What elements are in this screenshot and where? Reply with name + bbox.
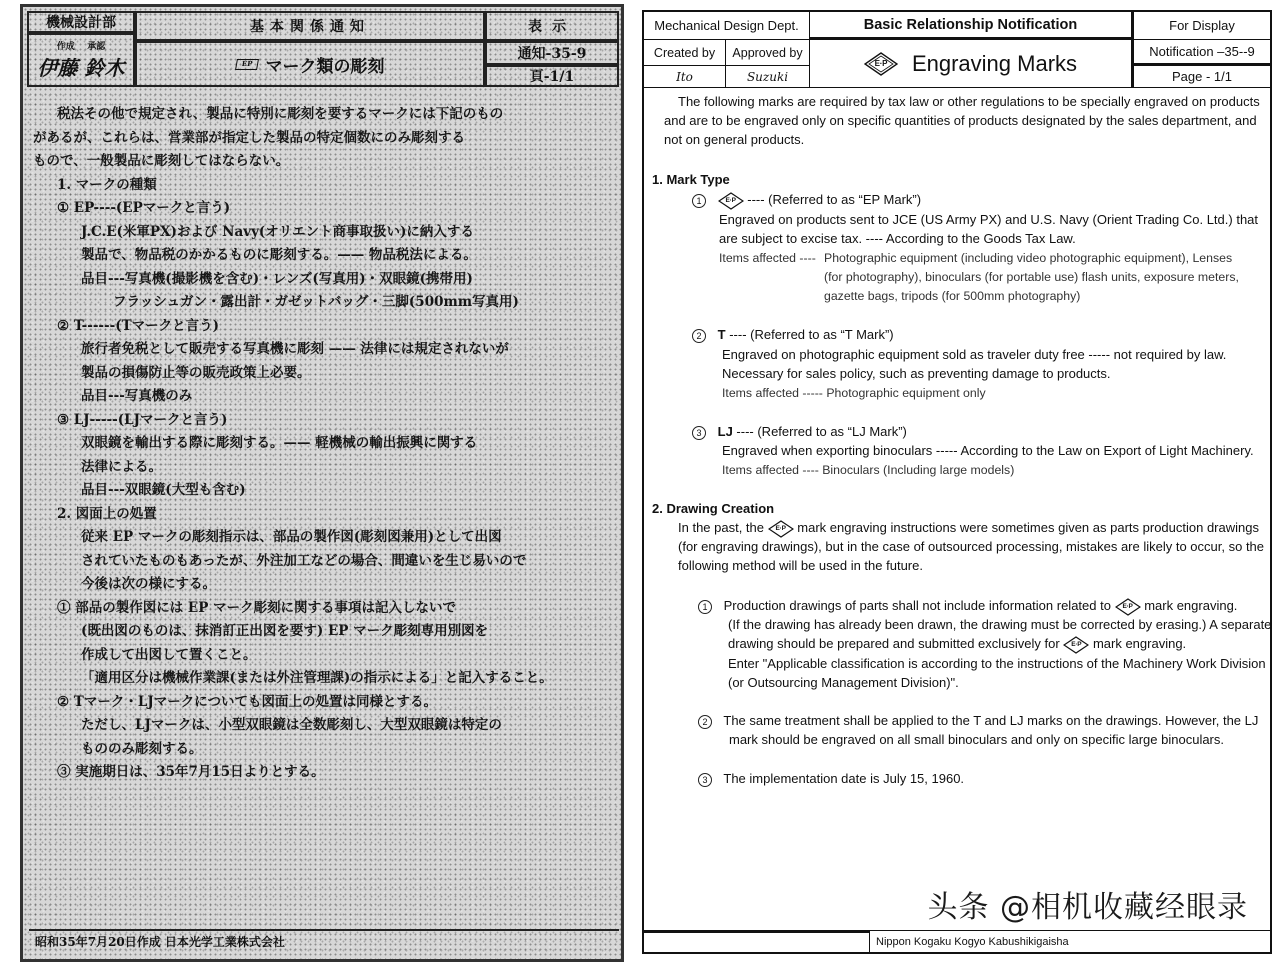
drawing-intro-post: mark engraving instructions were sometimes given as parts production drawings bbox=[797, 520, 1259, 535]
scan-line: 旅行者免税として販売する写真機に彫刻 —— 法律には規定されないが bbox=[81, 341, 509, 357]
scan-sign-labels bbox=[57, 39, 106, 52]
ep-mark-icon bbox=[768, 520, 794, 538]
document-title: Basic Relationship Notification bbox=[863, 16, 1078, 33]
footer-company: Nippon Kogaku Kogyo Kabushikigaisha bbox=[876, 935, 1069, 948]
item-number: 2 bbox=[692, 329, 706, 343]
created-by-signature: Ito bbox=[676, 69, 693, 84]
scan-line: (既出図のものは、抹消訂正出図を要す) EP マーク彫刻専用別図を bbox=[81, 623, 489, 639]
drawing-item-1-text: mark engraving. bbox=[1092, 636, 1187, 651]
item-number: 3 bbox=[698, 773, 712, 787]
ep-mark-label: E·P bbox=[1071, 640, 1082, 648]
scan-line: ② T------(Tマークと言う) bbox=[57, 317, 220, 334]
display-cell bbox=[1134, 12, 1270, 40]
scan-line: 今後は次の様にする。 bbox=[81, 576, 216, 592]
page-number: Page - 1/1 bbox=[1172, 69, 1232, 84]
drawing-item-1-text: mark engraving. bbox=[1144, 598, 1238, 613]
scan-dept: 機械設計部 bbox=[46, 15, 116, 31]
scan-display: 表示 bbox=[528, 19, 576, 35]
approved-by-signature: Suzuki bbox=[746, 69, 789, 84]
scan-line: 1. マークの種類 bbox=[57, 176, 157, 193]
scan-line: 税法その他で規定され、製品に特別に彫刻を要するマークには下記のもの bbox=[57, 106, 504, 122]
item-number: 3 bbox=[692, 426, 706, 440]
approved-by-label: Approved by bbox=[732, 45, 803, 60]
ep-mark-label: E·P bbox=[1122, 602, 1133, 610]
lj-mark-reference: ---- (Referred to as “LJ Mark”) bbox=[736, 424, 907, 439]
scan-signature-cell bbox=[27, 33, 135, 87]
scan-approver: 鈴木 bbox=[84, 56, 125, 80]
drawing-item-1-line: (or Outsourcing Management Division)". bbox=[728, 675, 959, 690]
display-label: For Display bbox=[1169, 18, 1235, 33]
intro-line: The following marks are required by tax law or other regulations to be specially engraved on products bbox=[678, 94, 1260, 109]
intro-line: not on general products. bbox=[664, 132, 805, 147]
scan-line: があるが、これらは、営業部が指定した製品の特定個数にのみ彫刻する bbox=[33, 129, 465, 146]
scan-dept-cell bbox=[27, 11, 135, 33]
drawing-item-1-line bbox=[728, 634, 1186, 654]
lj-mark: LJ bbox=[717, 424, 733, 439]
scan-line: ② Tマーク・LJマークについても図面上の処置は同様とする。 bbox=[57, 693, 437, 710]
scan-line: フラッシュガン・露出計・ガゼットバッグ・三脚(500mm写真用) bbox=[113, 294, 519, 310]
drawing-item-1-text: drawing should be prepared and submitted exclusively for bbox=[728, 636, 1060, 651]
approved-by-cell bbox=[726, 66, 810, 88]
scan-line: 法律による。 bbox=[81, 458, 162, 475]
scan-line: 製品の損傷防止等の販売政策上必要。 bbox=[81, 364, 311, 381]
ep-mark-icon: EP bbox=[235, 59, 259, 70]
drawing-item-1-line: Enter "Applicable classification is according to the instructions of the Machinery Work Division bbox=[728, 656, 1266, 671]
scan-line: もので、一般製品に彫刻してはならない。 bbox=[33, 153, 290, 169]
t-mark-reference: ---- (Referred to as “T Mark”) bbox=[729, 327, 894, 342]
ep-mark-icon bbox=[1115, 598, 1141, 616]
section-heading-mark-type: 1. Mark Type bbox=[652, 172, 730, 187]
scan-line: ① EP----(EPマークと言う) bbox=[57, 200, 231, 216]
lj-items-line: Items affected ---- Binoculars (Including large models) bbox=[722, 463, 1015, 477]
scan-subject: マーク類の彫刻 bbox=[265, 56, 385, 77]
scan-line: 品目---双眼鏡(大型も含む) bbox=[81, 482, 246, 498]
subject-cell bbox=[810, 40, 1134, 88]
scan-subject-cell bbox=[135, 41, 485, 87]
lj-description-line: Engraved when exporting binoculars ----- According to the Law on Export of Light Machinery. bbox=[722, 443, 1254, 458]
ep-mark-icon bbox=[1063, 636, 1089, 654]
scan-line: 従来 EP マークの彫刻指示は、部品の製作図(彫刻図兼用)として出図 bbox=[81, 529, 502, 545]
scan-line: 品目---写真機(撮影機を含む)・レンズ(写真用)・双眼鏡(携帯用) bbox=[81, 270, 473, 287]
scan-line: されていたものもあったが、外注加工などの場合、間違いを生じ易いので bbox=[81, 552, 527, 569]
drawing-item-1-row bbox=[698, 596, 1237, 616]
t-description-line: Necessary for sales policy, such as preventing damage to products. bbox=[722, 366, 1111, 381]
item-number: 1 bbox=[692, 194, 706, 208]
t-mark-row bbox=[692, 325, 894, 344]
ep-description-line: are subject to excise tax. ---- According to the Goods Tax Law. bbox=[719, 231, 1076, 246]
drawing-item-1-line: (If the drawing has already been drawn, the drawing must be corrected by erasing.) A separate bbox=[728, 617, 1272, 632]
scan-line: ただし、LJマークは、小型双眼鏡は全数彫刻し、大型双眼鏡は特定の bbox=[81, 717, 502, 733]
scan-line: ① 部品の製作図には EP マーク彫刻に関する事項は記入しないで bbox=[57, 599, 457, 616]
created-by-label-cell bbox=[644, 40, 726, 66]
footer-left-cell bbox=[644, 930, 870, 952]
scan-footer-text: 昭和35年7月20日作成 日本光学工業株式会社 bbox=[35, 934, 285, 949]
ep-items-label: Items affected ---- bbox=[719, 251, 816, 265]
drawing-intro-line: (for engraving drawings), but in the case of outsourced processing, mistakes are likely to occur, so the bbox=[678, 539, 1265, 554]
drawing-item-1-text: Production drawings of parts shall not include information related to bbox=[723, 598, 1111, 613]
scan-signatures bbox=[38, 52, 125, 81]
ep-items-line: gazette bags, tripods (for 500mm photography) bbox=[824, 289, 1081, 303]
scan-line: ③ 実施期日は、35年7月15日よりとする。 bbox=[57, 764, 325, 780]
ep-mark-label: E·P bbox=[874, 59, 888, 68]
t-description-line: Engraved on photographic equipment sold as traveler duty free ----- not required by law. bbox=[722, 347, 1227, 362]
ep-items-line: (for photography), binoculars (for portable use) flash units, exposure meters, bbox=[824, 270, 1239, 284]
scan-display-cell bbox=[485, 11, 619, 41]
item-number: 1 bbox=[698, 600, 712, 614]
ep-mark-icon bbox=[864, 52, 898, 76]
dept-cell bbox=[644, 12, 810, 40]
scan-notice-cell bbox=[485, 41, 619, 65]
intro-line: and are to be engraved only on specific quantities of products designated by the sales department, and bbox=[664, 113, 1257, 128]
drawing-intro-pre: In the past, the bbox=[678, 520, 765, 535]
approved-by-label-cell bbox=[726, 40, 810, 66]
ep-mark-row bbox=[692, 190, 921, 210]
ep-mark-icon bbox=[718, 192, 744, 210]
ep-mark-label: E·P bbox=[725, 196, 736, 204]
scan-line: 品目---写真機のみ bbox=[81, 388, 193, 404]
scan-title-cell bbox=[135, 11, 485, 41]
drawing-item-2-row bbox=[698, 711, 1258, 730]
title-cell bbox=[810, 12, 1134, 40]
scan-notice: 通知-35-9 bbox=[517, 46, 587, 62]
scan-line: 作成して出図して置くこと。 bbox=[81, 646, 257, 663]
scanned-original-document bbox=[20, 4, 624, 962]
scan-line: 双眼鏡を輸出する際に彫刻する。—— 軽機械の輸出振興に関する bbox=[81, 435, 478, 451]
scan-creator-label: 作成 bbox=[56, 42, 75, 52]
notification-cell bbox=[1134, 40, 1270, 66]
ep-mark-reference: ---- (Referred to as “EP Mark”) bbox=[747, 192, 922, 207]
scan-title: 基本関係通知 bbox=[250, 19, 370, 35]
created-by-cell bbox=[644, 66, 726, 88]
scan-approver-label: 承認 bbox=[87, 42, 106, 52]
scan-line: もののみ彫刻する。 bbox=[81, 740, 203, 757]
scan-creator: 伊藤 bbox=[37, 56, 78, 80]
item-number: 2 bbox=[698, 715, 712, 729]
section-heading-drawing-creation: 2. Drawing Creation bbox=[652, 501, 775, 516]
drawing-item-2-line: mark should be engraved on all small binoculars and only on specific large binoculars. bbox=[729, 732, 1224, 747]
lj-mark-row bbox=[692, 422, 907, 441]
t-items-line: Items affected ----- Photographic equipment only bbox=[722, 386, 986, 400]
dept-name: Mechanical Design Dept. bbox=[654, 18, 799, 33]
translated-document bbox=[642, 10, 1272, 954]
drawing-item-2-text: The same treatment shall be applied to the T and LJ marks on the drawings. However, the LJ bbox=[723, 713, 1259, 728]
scan-line: 「適用区分は機械作業課(または外注管理課)の指示による」と記入すること。 bbox=[81, 670, 553, 686]
drawing-item-3-row bbox=[698, 769, 964, 788]
ep-mark-label: E·P bbox=[775, 524, 786, 532]
page-cell bbox=[1134, 66, 1270, 88]
footer-company-cell bbox=[868, 930, 1270, 952]
notification-number: Notification –35--9 bbox=[1149, 44, 1255, 59]
scan-line: 2. 図面上の処置 bbox=[57, 505, 157, 522]
t-mark: T bbox=[717, 327, 726, 342]
scan-page: 頁-1/1 bbox=[529, 69, 575, 85]
ep-items-line: Photographic equipment (including video photographic equipment), Lenses bbox=[824, 251, 1233, 265]
drawing-item-3-text: The implementation date is July 15, 1960. bbox=[723, 771, 965, 786]
drawing-intro-line: following method will be used in the future. bbox=[678, 558, 923, 573]
scan-body-text bbox=[33, 103, 621, 785]
scan-line: J.C.E(米軍PX)および Navy(オリエント商事取扱い)に納入する bbox=[81, 223, 474, 240]
scan-line: ③ LJ-----(LJマークと言う) bbox=[57, 411, 228, 428]
scan-page-cell bbox=[485, 65, 619, 87]
ep-description-line: Engraved on products sent to JCE (US Army PX) and U.S. Navy (Orient Trading Co. Ltd.) that bbox=[719, 212, 1259, 227]
created-by-label: Created by bbox=[653, 45, 716, 60]
document-subject: Engraving Marks bbox=[911, 50, 1078, 76]
scan-line: 製品で、物品税のかかるものに彫刻する。—— 物品税法による。 bbox=[81, 247, 477, 263]
scan-footer bbox=[29, 929, 619, 951]
drawing-intro-line bbox=[678, 518, 1259, 538]
watermark: 头条 @相机收藏经眼录 bbox=[927, 890, 1248, 925]
